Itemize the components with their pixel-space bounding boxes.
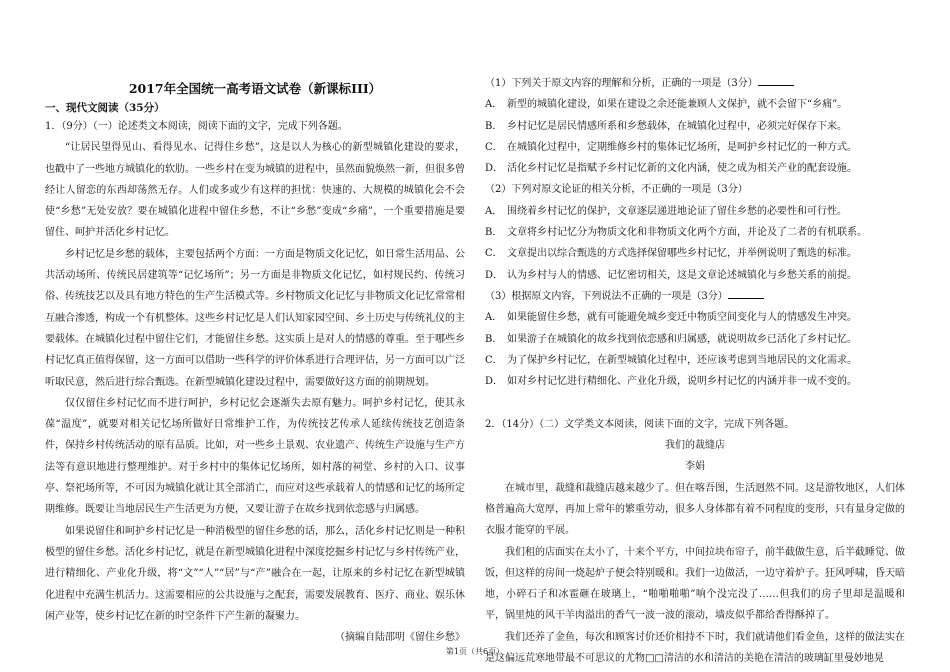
passage-paragraph: 乡村记忆是乡愁的载体，主要包括两个方面：一方面是物质文化记忆，如日常生活用品、公共活动场所、传统民居建筑等“记忆场所”；另一方面是非物质文化记忆，如村规民约、传统习俗、传统技艺以及具有地方特色的生产生活模式等。乡村物质文化记忆与非物质文化记忆常常相互融合渗透，构成一个有机整体。这些乡村记忆是人们认知家园空间、乡土历史与传统礼仪的主要载体。在城镇化过程中留住它们，才能留住乡愁。这实质上是对人的情感的尊重。至于哪些乡村记忆真正值得保留，这一方面可以借助一些科学的评价体系进行合理评估，另一方面可以广泛听取民意，然后进行综合甄选。在新型城镇化建设过程中，需要做好这方面的前期规划。	[45, 248, 465, 388]
option-text: 活化乡村记忆是指赋予乡村记忆新的文化内涵，使之成为相关产业的配套设施。	[507, 163, 857, 175]
story-paragraph: 我们还养了金鱼，每次和顾客讨价还价相持不下时，我们就请他们看金鱼，这样的做法实在是这偏远荒寒地带最不可思议的尤物□□清洁的水和清洁的美艳在清洁的玻璃缸里曼妙地晃	[485, 631, 905, 665]
question-1-1-heading	[485, 73, 905, 94]
option-row	[485, 329, 905, 350]
option-letter: D．	[485, 163, 504, 175]
spacer	[485, 392, 905, 413]
option-text: 乡村记忆是居民情感所系和乡愁载体，在城镇化过程中，必须完好保存下来。	[507, 120, 847, 132]
option-text: 如果能留住乡愁，就有可能避免城乡变迁中物质空间变化与人的情感发生冲突。	[507, 312, 857, 324]
passage-paragraph: “让居民望得见山、看得见水、记得住乡愁”，这是以人为核心的新型城镇化建设的要求，也戳中了一些地方城镇化的软肋。一些乡村在变为城镇的进程中，虽然面貌焕然一新，但很多曾经让人留恋的东西却荡然无存。人们或多或少有这样的担忧：快速的、大规模的城镇化会不会使“乡愁”无处安放？要在城镇化进程中留住乡愁，不让“乡愁”变成“乡痛”，一个重要措施是要留住、呵护并活化乡村记忆。	[45, 142, 465, 239]
question-1-heading: 1．（9分）（一）论述类文本阅读，阅读下面的文字，完成下列各题。	[45, 121, 348, 132]
option-row	[485, 116, 905, 137]
story-paragraph: 在城市里，裁缝和裁缝店越来越少了。但在喀吾图，生活迥然不同。这是游牧地区，人们体格普遍高大宽厚，再加上常年的繁重劳动，很多人身体都有着不同程度的变形，只有量身定做的衣服才能穿的平展。	[485, 482, 905, 537]
exam-title: 2017年全国统一高考语文试卷（新课标III）	[128, 81, 382, 96]
option-text: 围绕着乡村记忆的保护，文章逐层递进地论证了留住乡愁的必要性和可行性。	[507, 205, 847, 217]
question-text: （3）根据原文内容，下列说法不正确的一项是（3分）	[485, 290, 728, 302]
story-paragraph: 我们租的店面实在太小了，十来个平方，中间拉块布帘子，前半截做生意，后半截睡觉、做饭，但这样的房间一烧起炉子便会特别暖和。我们一边做活，一边守着炉子。狂风呼啸，昏天暗地，小碎石子和冰雹砸在玻璃上，“啪啪啪啪”响个没完没了……但我们的房子里却是温暖和平，锅里炖的风干羊肉溢出的香气一波一波的滚动，墙皮似乎都给香得酥掉了。	[485, 546, 905, 622]
passage-paragraph: 如果说留住和呵护乡村记忆是一种消极型的留住乡愁的话，那么，活化乡村记忆则是一种积极型的留住乡愁。活化乡村记忆，就是在新型城镇化进程中深度挖掘乡村记忆与乡村传统产业，进行精细化、产业化升级，将“文”“人”“居”与“产”融合在一起，让原来的乡村记忆在新型城镇化进程中充满生机活力。这需要相应的公共设施与之配套，需要发展教育、医疗、商业、娱乐休闲产业等，使乡村记忆在新的时空条件下产生新的凝聚力。	[45, 525, 465, 622]
option-row	[485, 350, 905, 371]
option-letter: A．	[485, 205, 503, 217]
passage-source: （摘编自陆邵明《留住乡愁》	[335, 632, 465, 644]
option-text: 文章将乡村记忆分为物质文化和非物质文化两个方面，并论及了二者的有机联系。	[507, 227, 867, 239]
story-author: 李娟	[685, 461, 705, 473]
option-text: 新型的城镇化建设，如果在建设之余还能兼顾人文保护，就不会留下“乡痛”。	[507, 99, 848, 111]
option-letter: C．	[485, 141, 503, 153]
option-text: 在城镇化过程中，定期维修乡村的集体记忆场所，是呵护乡村记忆的一种方式。	[507, 141, 857, 153]
option-row	[485, 371, 905, 392]
option-row	[485, 307, 905, 328]
page-footer: 第1页（共6页）	[445, 647, 505, 656]
story-title: 我们的裁缝店	[665, 440, 725, 452]
option-row	[485, 243, 905, 264]
question-1-2-heading: （2）下列对原文论证的相关分析，不正确的一项是（3分）	[485, 184, 748, 196]
option-letter: B．	[485, 333, 503, 345]
passage-paragraph: 仅仅留住乡村记忆而不进行呵护，乡村记忆会逐渐失去原有魅力。呵护乡村记忆，使其永葆“温度”，就要对相关记忆场所做好日常维护工作，为传统技艺传承人延续传统技艺创造条件，保持乡村传统活动的原有品质。比如，对一些乡土景观、农业遗产、传统生产设施与生产方法等有意识地进行整理维护。对于乡村中的集体记忆场所，如村落的祠堂、乡村的入口、议事亭、祭祀场所等，不可因为城镇化就让其全部消亡，而应对这些承载着人的情感和记忆的场所定期维修。既要让当地居民生产生活更为方便，又要让游子在故乡找到依恋感与归属感。	[45, 397, 465, 516]
answer-blank	[758, 75, 794, 86]
option-text: 如果游子在城镇化的故乡找到依恋感和归属感，就说明故乡已活化了乡村记忆。	[507, 333, 857, 345]
option-text: 如对乡村记忆进行精细化、产业化升级，说明乡村记忆的内涵并非一成不变的。	[507, 376, 857, 388]
option-letter: D．	[485, 376, 504, 388]
option-row	[485, 94, 905, 115]
option-row	[485, 222, 905, 243]
question-1-3-heading	[485, 286, 905, 307]
option-text: 文章提出以综合甄选的方式选择保留哪些乡村记忆，并举例说明了甄选的标准。	[507, 248, 857, 260]
question-2-heading: 2．（14分）（二）文学类文本阅读，阅读下面的文字，完成下列各题。	[485, 418, 795, 430]
option-row	[485, 137, 905, 158]
option-letter: C．	[485, 248, 503, 260]
right-column	[485, 73, 905, 669]
answer-blank	[728, 288, 764, 299]
option-letter: D．	[485, 269, 504, 281]
question-text: （1）下列关于原文内容的理解和分析，正确的一项是（3分）	[485, 78, 758, 89]
option-row	[485, 158, 905, 179]
option-letter: A．	[485, 99, 503, 111]
option-row	[485, 201, 905, 222]
option-text: 认为乡村与人的情感、记忆密切相关，这是文章论述城镇化与乡愁关系的前提。	[507, 269, 857, 281]
option-row	[485, 265, 905, 286]
option-text: 为了保护乡村记忆，在新型城镇化过程中，还应该考虑到当地居民的文化需求。	[507, 354, 857, 366]
option-letter: B．	[485, 227, 503, 239]
section-heading: 一、现代文阅读（35分）	[45, 102, 165, 114]
option-letter: B．	[485, 120, 503, 132]
left-column	[45, 116, 465, 648]
option-letter: C．	[485, 354, 503, 366]
option-letter: A．	[485, 312, 503, 324]
